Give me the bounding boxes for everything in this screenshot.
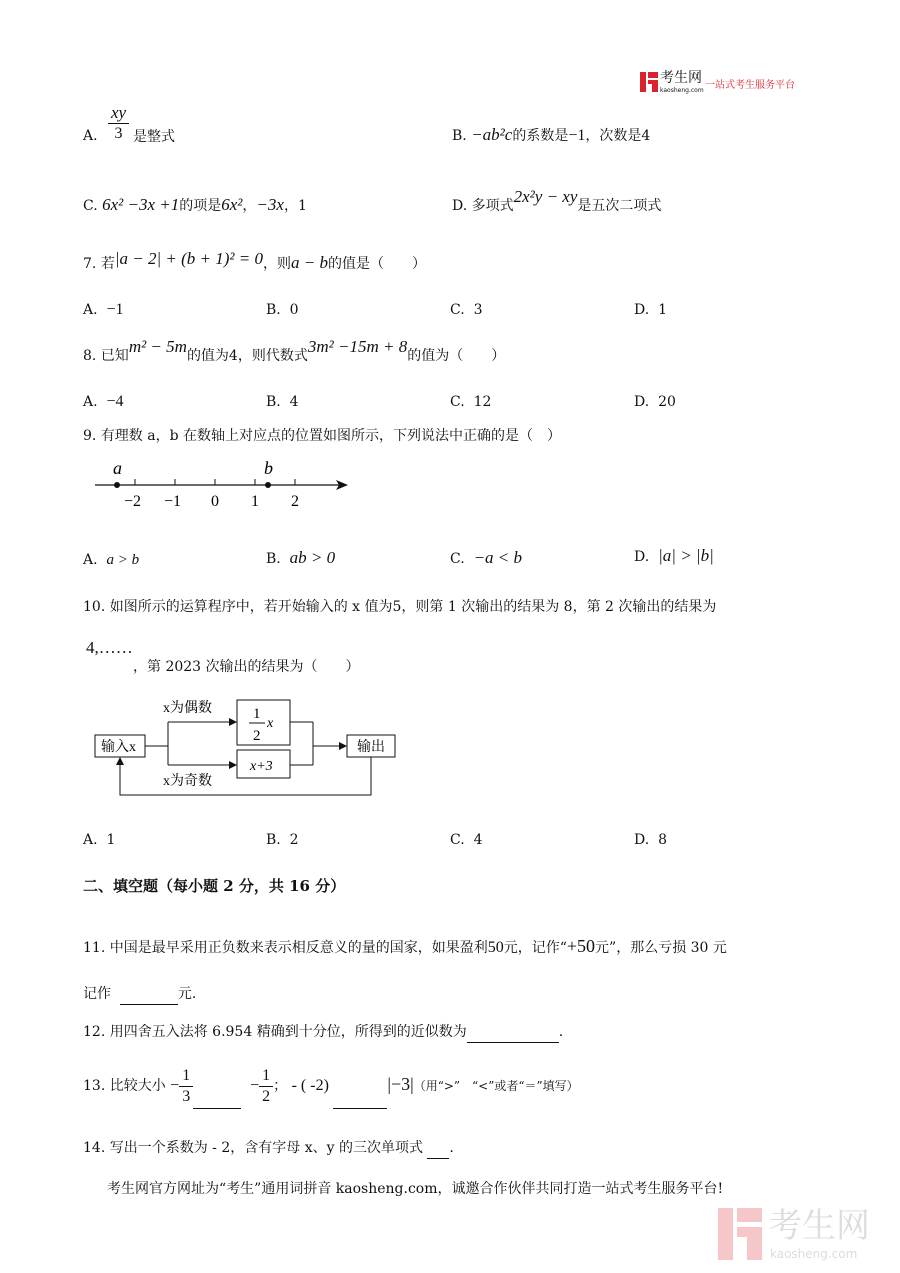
q9-option-d[interactable]: D. |a| > |b| bbox=[634, 546, 714, 565]
plus3-label: x+3 bbox=[250, 759, 273, 774]
output-label: 输出 bbox=[357, 740, 385, 755]
point-b-label: b bbox=[264, 458, 273, 478]
q12-answer-blank[interactable] bbox=[467, 1022, 559, 1043]
footer-text: 考生网官方网址为“考生”通用词拼音 kaosheng.com，诚邀合作伙伴共同打造一站式考生服务平台! bbox=[107, 1181, 724, 1197]
point-a bbox=[114, 482, 120, 488]
q6-option-a-label: A. bbox=[83, 128, 98, 144]
q10-line2-text: ，第 2023 次输出的结果为（ ） bbox=[133, 659, 360, 675]
q10-option-b[interactable]: B. 2 bbox=[266, 832, 299, 848]
fraction-one-third: $\frac{1}{3}$ bbox=[179, 1066, 193, 1107]
q10-option-a[interactable]: A. 1 bbox=[83, 832, 116, 848]
q9-option-a[interactable]: A. a > b bbox=[83, 552, 140, 568]
tick-label: −1 bbox=[164, 493, 182, 510]
tick-label: 1 bbox=[251, 493, 259, 510]
header-slogan: 一站式考生服务平台 bbox=[705, 80, 795, 91]
question-10: 10. 如图所示的运算程序中，若开始输入的 x 值为5，则第 1 次输出的结果为 8，第 2 次输出的结果为 bbox=[83, 599, 717, 615]
q8-option-b[interactable]: B. 4 bbox=[266, 394, 299, 410]
tick-label: 2 bbox=[291, 493, 299, 510]
q7-option-b[interactable]: B. 0 bbox=[266, 302, 299, 318]
section-title: 二、填空题（每小题 2 分，共 16 分） bbox=[83, 877, 346, 895]
q13-blank-2[interactable] bbox=[333, 1064, 387, 1109]
half-num: 1 bbox=[253, 706, 261, 722]
logo-subtext: kaosheng.com bbox=[660, 87, 704, 94]
question-11-line2: 记作 元. bbox=[83, 984, 196, 1005]
q8-option-a[interactable]: A. −4 bbox=[83, 393, 124, 410]
half-den: 2 bbox=[253, 728, 261, 744]
flowchart bbox=[85, 690, 415, 805]
q8-option-c[interactable]: C. 12 bbox=[450, 394, 492, 410]
q10-option-d[interactable]: D. 8 bbox=[634, 832, 668, 848]
half-var: x bbox=[267, 716, 274, 731]
watermark-subtext: kaosheng.com bbox=[770, 1247, 858, 1261]
q7-option-c[interactable]: C. 3 bbox=[450, 302, 483, 318]
q8-option-d[interactable]: D. 20 bbox=[634, 394, 676, 410]
question-9: 9. 有理数 a，b 在数轴上对应点的位置如图所示，下列说法中正确的是（ ） bbox=[83, 428, 562, 444]
q13-blank-1[interactable] bbox=[193, 1064, 241, 1109]
q6-option-b: B. −ab²c的系数是−1，次数是4 bbox=[452, 125, 651, 144]
number-line bbox=[90, 455, 360, 515]
fraction-one-half: $\frac{1}{2}$ bbox=[259, 1066, 273, 1107]
q6-option-c: C. 6x² −3x +1的项是6x²，−3x，1 bbox=[83, 195, 307, 214]
tick-label: −2 bbox=[124, 493, 142, 510]
watermark-text: 考生网 bbox=[768, 1206, 870, 1246]
kaosheng-logo-icon bbox=[640, 72, 658, 92]
q6-option-a-fraction: $\frac{xy}{3}$ bbox=[108, 103, 129, 144]
q10-line2-value: 4,…… bbox=[86, 638, 133, 657]
input-label: 输入x bbox=[101, 740, 136, 755]
q9-option-c[interactable]: C. −a < b bbox=[450, 548, 523, 567]
kaosheng-watermark-icon bbox=[718, 1208, 762, 1260]
question-14: 14. 写出一个系数为 - 2，含有字母 x、y 的三次单项式 . bbox=[83, 1138, 454, 1159]
q14-answer-blank[interactable] bbox=[427, 1138, 449, 1159]
question-12: 12. 用四舍五入法将 6.954 精确到十分位，所得到的近似数为 . bbox=[83, 1022, 563, 1043]
odd-label: x为奇数 bbox=[163, 774, 212, 789]
question-7: 7. 若|a − 2| + (b + 1)² = 0，则a − b的值是（ ） bbox=[83, 249, 426, 272]
q10-option-c[interactable]: C. 4 bbox=[450, 832, 483, 848]
question-13: 13. 比较大小 − $\frac{1}{3}$ − $\frac{1}{2}$ ； - ( -2) |−3|（用“>” “<”或者“＝”填写） bbox=[83, 1062, 579, 1109]
q6-option-a-text: 是整式 bbox=[133, 129, 175, 145]
logo-text: 考生网 bbox=[660, 70, 702, 86]
flow-arrowheads bbox=[116, 718, 347, 769]
q7-option-a[interactable]: A. −1 bbox=[83, 301, 124, 318]
q11-answer-blank[interactable] bbox=[120, 984, 178, 1005]
even-label: x为偶数 bbox=[163, 701, 212, 716]
question-11: 11. 中国是最早采用正负数来表示相反意义的量的国家，如果盈利50元，记作“+50元”，那么亏损 30 元 bbox=[83, 936, 727, 956]
q7-option-d[interactable]: D. 1 bbox=[634, 302, 668, 318]
q6-option-d: D. 多项式2x²y − xy是五次二项式 bbox=[452, 187, 662, 214]
q9-option-b[interactable]: B. ab > 0 bbox=[266, 548, 336, 567]
question-8: 8. 已知m² − 5m的值为4，则代数式3m² −15m + 8的值为（ ） bbox=[83, 337, 506, 364]
point-a-label: a bbox=[113, 458, 122, 478]
point-b bbox=[265, 482, 271, 488]
tick-label: 0 bbox=[211, 493, 219, 510]
